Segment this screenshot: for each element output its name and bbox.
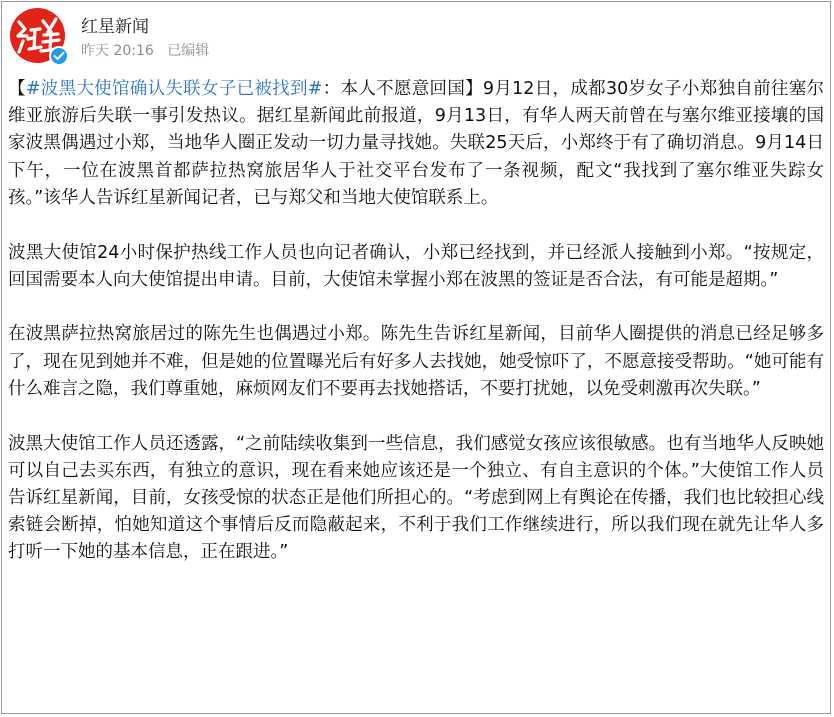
- post-body: [8, 76, 824, 567]
- edited-label[interactable]: 已编辑: [167, 43, 210, 59]
- post-timestamp[interactable]: 昨天 20:16: [81, 43, 154, 59]
- post-header: [10, 8, 810, 64]
- post-card: [1, 1, 831, 714]
- post-paragraph-2: 波黑大使馆24小时保护热线工作人员也向记者确认，小郑已经找到，并已经派人接触到小郑。“按规定，回国需要本人向大使馆提出申请。目前，大使馆未掌握小郑在波黑的签证是否合法，有可能是超期。”: [8, 242, 824, 290]
- hashtag-link[interactable]: #波黑大使馆确认失联女子已被找到#: [25, 79, 323, 99]
- paragraph-text: ：本人不愿意回国】9月12日，成都30岁女子小郑独自前往塞尔维亚旅游后失联一事引发热议。据红星新闻此前报道，9月13日，有华人两天前曾在与塞尔维亚接壤的国家波黑偶遇过小郑，当地华人圈正发动一切力量寻找她。失联25天后，小郑终于有了确切消息。9月14日下午，一位在波黑首都萨拉热窝旅居华人于社交平台发布了一条视频，配文“我找到了塞尔维亚失踪女孩。”该华人告诉红星新闻记者，已与郑父和当地大使馆联系上。: [8, 79, 825, 208]
- account-name[interactable]: 红星新闻: [81, 17, 149, 37]
- bracket-open: 【: [8, 79, 26, 99]
- post-paragraph-4: 波黑大使馆工作人员还透露，“之前陆续收集到一些信息，我们感觉女孩应该很敏感。也有当地华人反映她可以自己去买东西，有独立的意识，现在看来她应该还是一个独立、有自主意识的个体。”大使馆工作人员告诉红星新闻，目前，女孩受惊的状态正是他们所担心的。“考虑到网上有舆论在传播，我们也比较担心线索链会断掉，怕她知道这个事情后反而隐蔽起来，不利于我们工作继续进行，所以我们现在就先让华人多打听一下她的基本信息，正在跟进。”: [8, 433, 824, 563]
- verified-badge-icon: [49, 46, 69, 66]
- post-paragraph-1: [8, 76, 824, 212]
- post-meta: [81, 40, 209, 60]
- post-paragraph-3: 在波黑萨拉热窝旅居过的陈先生也偶遇过小郑。陈先生告诉红星新闻，目前华人圈提供的消息已经足够多了，现在见到她并不难，但是她的位置曝光后有好多人去找她，她受惊吓了，不愿意接受帮助。“她可能有什么难言之隐，我们尊重她，麻烦网友们不要再去找她搭话，不要打扰她，以免受刺激再次失联。”: [8, 324, 824, 399]
